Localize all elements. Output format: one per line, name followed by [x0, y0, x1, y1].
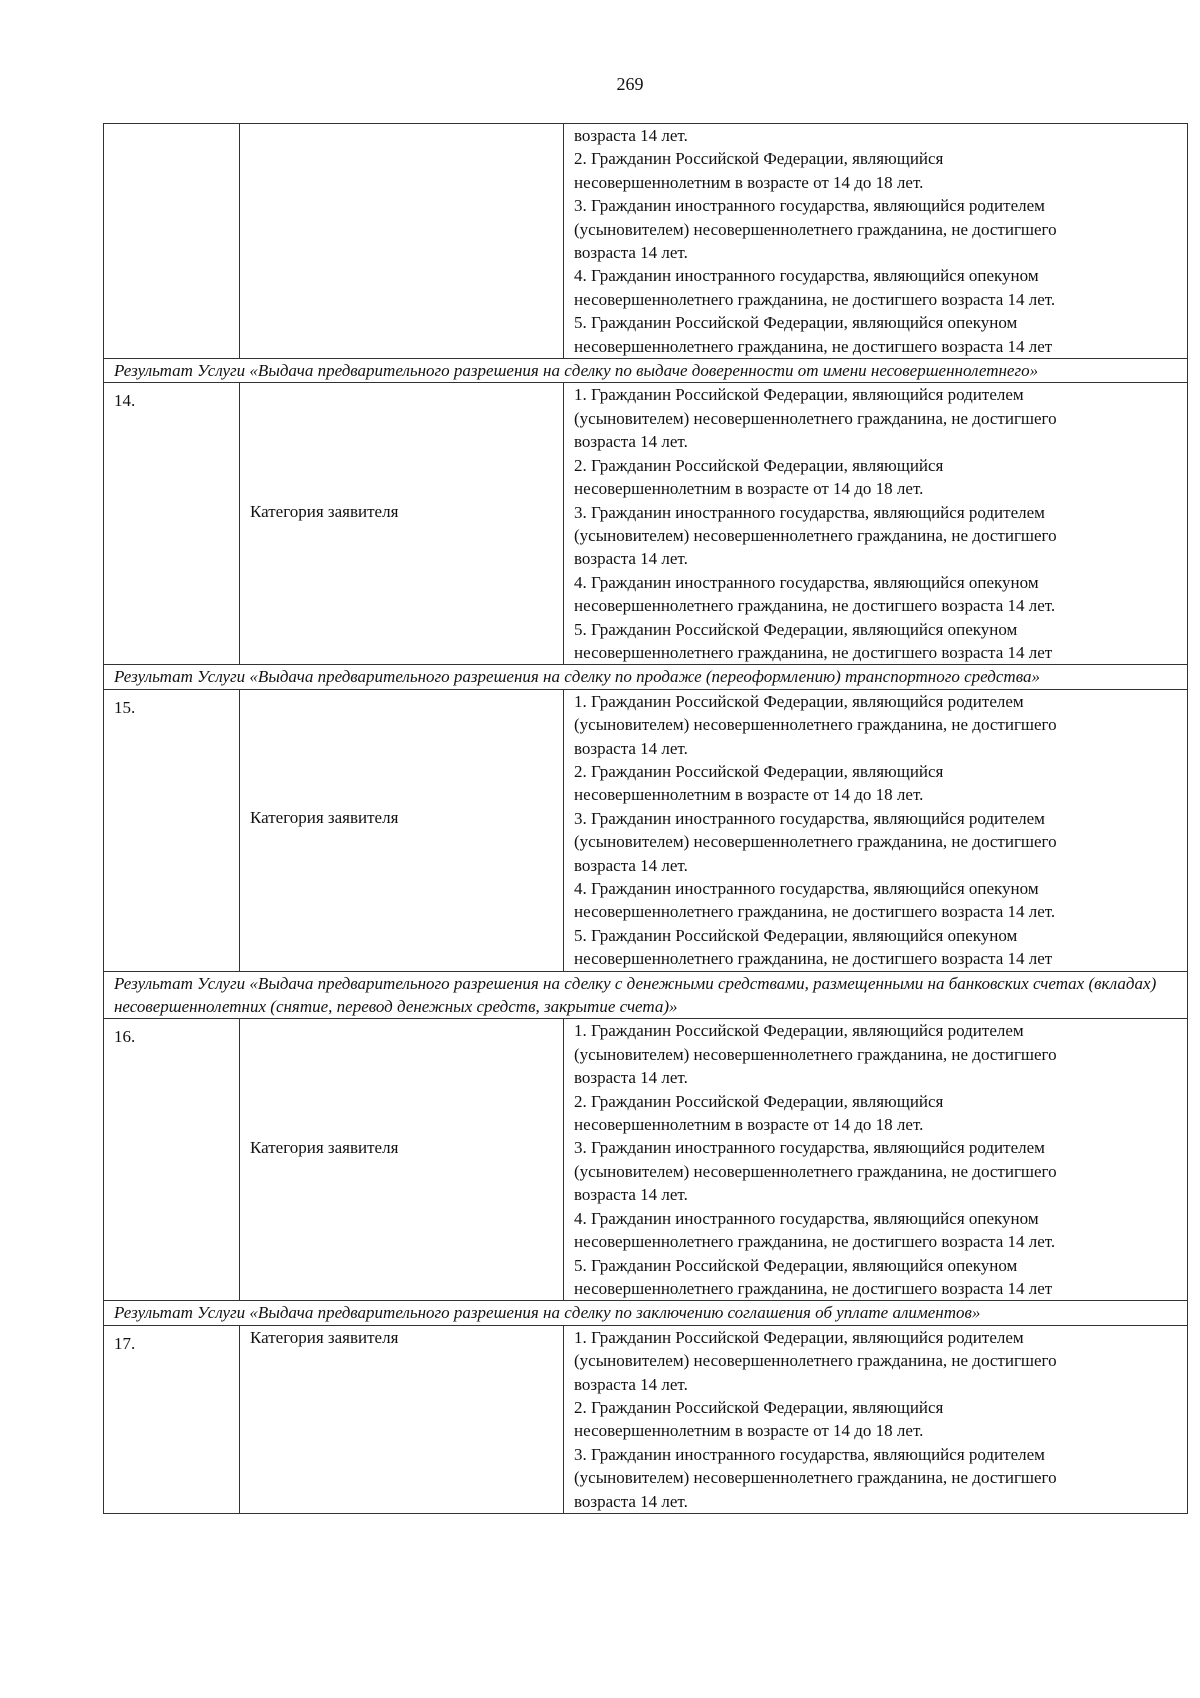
- applicant-category-table: [103, 123, 1188, 1514]
- row-label: Категория заявителя: [250, 502, 399, 522]
- applicant-list-line: возраста 14 лет.: [574, 738, 688, 758]
- number-cell: [104, 1325, 240, 1513]
- applicant-list-line: (усыновителем) несовершеннолетнего гражданина, не достигшего: [574, 408, 1057, 428]
- page-number: 269: [616, 74, 644, 94]
- applicant-list-line: возраста 14 лет.: [574, 1374, 688, 1394]
- applicant-list-line: 3. Гражданин иностранного государства, являющийся родителем: [574, 1138, 1045, 1158]
- table-row: [104, 1325, 1188, 1513]
- row-label: Категория заявителя: [250, 1138, 399, 1158]
- table-body: [104, 124, 1188, 1514]
- applicant-list-line: несовершеннолетним в возрасте от 14 до 18 лет.: [574, 172, 924, 192]
- applicant-list-line: (усыновителем) несовершеннолетнего гражданина, не достигшего: [574, 715, 1057, 735]
- applicant-list-cell: [564, 124, 1188, 359]
- applicant-list-line: несовершеннолетнего гражданина, не достигшего возраста 14 лет: [574, 642, 1053, 662]
- applicant-list-line: 1. Гражданин Российской Федерации, являющийся родителем: [574, 691, 1024, 711]
- applicant-list-line: возраста 14 лет.: [574, 1185, 688, 1205]
- result-row: [104, 359, 1188, 383]
- row-label: Категория заявителя: [250, 808, 399, 828]
- applicant-list-line: (усыновителем) несовершеннолетнего гражданина, не достигшего: [574, 1161, 1057, 1181]
- applicant-list-line: возраста 14 лет.: [574, 549, 688, 569]
- applicant-list-line: несовершеннолетним в возрасте от 14 до 18 лет.: [574, 785, 924, 805]
- label-cell: [240, 1325, 564, 1513]
- table-row: [104, 689, 1188, 971]
- applicant-list-line: несовершеннолетнего гражданина, не достигшего возраста 14 лет: [574, 336, 1053, 356]
- label-cell: [240, 383, 564, 665]
- applicant-list-line: (усыновителем) несовершеннолетнего гражданина, не достигшего: [574, 1044, 1057, 1064]
- applicant-list-line: (усыновителем) несовершеннолетнего гражданина, не достигшего: [574, 1468, 1057, 1488]
- applicant-list-line: 2. Гражданин Российской Федерации, являющийся: [574, 455, 944, 475]
- applicant-list-line: несовершеннолетнего гражданина, не достигшего возраста 14 лет.: [574, 596, 1056, 616]
- applicant-list-cell: [564, 1019, 1188, 1301]
- applicant-list-line: несовершеннолетним в возрасте от 14 до 18 лет.: [574, 1115, 924, 1135]
- applicant-list-line: 5. Гражданин Российской Федерации, являющийся опекуном: [574, 313, 1018, 333]
- table-row: [104, 1019, 1188, 1301]
- applicant-list-line: 2. Гражданин Российской Федерации, являющийся: [574, 1091, 944, 1111]
- service-result-heading: Результат Услуги «Выдача предварительного разрешения на сделку по выдаче доверенности от имени несовершеннолетнего»: [104, 359, 1188, 383]
- applicant-list-line: несовершеннолетнего гражданина, не достигшего возраста 14 лет: [574, 1278, 1053, 1298]
- applicant-list-line: несовершеннолетнего гражданина, не достигшего возраста 14 лет.: [574, 1232, 1056, 1252]
- applicant-list-line: 3. Гражданин иностранного государства, являющийся родителем: [574, 502, 1045, 522]
- number-cell: [104, 689, 240, 971]
- applicant-list-line: 1. Гражданин Российской Федерации, являющийся родителем: [574, 385, 1024, 405]
- applicant-list-line: возраста 14 лет.: [574, 1491, 688, 1511]
- applicant-list-line: возраста 14 лет.: [574, 126, 688, 145]
- applicant-list-line: 1. Гражданин Российской Федерации, являющийся родителем: [574, 1021, 1024, 1041]
- applicant-list-line: 4. Гражданин иностранного государства, являющийся опекуном: [574, 266, 1039, 286]
- applicant-list-line: 4. Гражданин иностранного государства, являющийся опекуном: [574, 572, 1039, 592]
- applicant-list-line: несовершеннолетнего гражданина, не достигшего возраста 14 лет: [574, 949, 1053, 969]
- applicant-list-line: 2. Гражданин Российской Федерации, являющийся: [574, 149, 944, 169]
- applicant-list-line: 2. Гражданин Российской Федерации, являющийся: [574, 1397, 944, 1417]
- table-row: [104, 124, 1188, 359]
- applicant-list-cell: [564, 1325, 1188, 1513]
- table-row: [104, 383, 1188, 665]
- number-cell: [104, 383, 240, 665]
- applicant-list-line: возраста 14 лет.: [574, 855, 688, 875]
- number-cell: [104, 124, 240, 359]
- applicant-list-line: несовершеннолетним в возрасте от 14 до 18 лет.: [574, 1421, 924, 1441]
- applicant-list-line: 4. Гражданин иностранного государства, являющийся опекуном: [574, 879, 1039, 898]
- applicant-list-line: (усыновителем) несовершеннолетнего гражданина, не достигшего: [574, 525, 1057, 545]
- row-number: 17.: [114, 1333, 136, 1353]
- applicant-list-line: возраста 14 лет.: [574, 243, 688, 263]
- applicant-list-line: возраста 14 лет.: [574, 1068, 688, 1088]
- label-cell: [240, 689, 564, 971]
- applicant-list-line: 3. Гражданин иностранного государства, являющийся родителем: [574, 196, 1045, 216]
- applicant-list-line: (усыновителем) несовершеннолетнего гражданина, не достигшего: [574, 1351, 1057, 1371]
- label-cell: [240, 1019, 564, 1301]
- result-row: [104, 1301, 1188, 1325]
- applicant-list-cell: [564, 383, 1188, 665]
- applicant-list-line: несовершеннолетнего гражданина, не достигшего возраста 14 лет.: [574, 902, 1056, 922]
- applicant-list-line: (усыновителем) несовершеннолетнего гражданина, не достигшего: [574, 832, 1057, 852]
- service-result-heading: Результат Услуги «Выдача предварительного разрешения на сделку с денежными средствами, размещенными на банковских счетах (вкладах) несовершеннолетних (снятие, перевод денежных средств, закрытие счета)»: [104, 971, 1188, 1019]
- row-number: 14.: [114, 391, 136, 411]
- applicant-list-line: 1. Гражданин Российской Федерации, являющийся родителем: [574, 1327, 1024, 1347]
- applicant-list-cell: [564, 689, 1188, 971]
- applicant-list-line: 2. Гражданин Российской Федерации, являющийся: [574, 761, 944, 781]
- number-cell: [104, 1019, 240, 1301]
- applicant-list-line: 5. Гражданин Российской Федерации, являющийся опекуном: [574, 925, 1018, 945]
- applicant-list-line: несовершеннолетним в возрасте от 14 до 18 лет.: [574, 479, 924, 499]
- service-result-heading: Результат Услуги «Выдача предварительного разрешения на сделку по продаже (переоформлению) транспортного средства»: [104, 665, 1188, 689]
- result-row: [104, 665, 1188, 689]
- applicant-list-line: 4. Гражданин иностранного государства, являющийся опекуном: [574, 1208, 1039, 1228]
- row-number: 16.: [114, 1027, 136, 1047]
- row-number: 15.: [114, 697, 136, 717]
- service-result-heading: Результат Услуги «Выдача предварительного разрешения на сделку по заключению соглашения об уплате алиментов»: [104, 1301, 1188, 1325]
- applicant-list-line: 3. Гражданин иностранного государства, являющийся родителем: [574, 808, 1045, 828]
- result-row: [104, 971, 1188, 1019]
- applicant-list-line: 5. Гражданин Российской Федерации, являющийся опекуном: [574, 1255, 1018, 1275]
- applicant-list-line: возраста 14 лет.: [574, 432, 688, 452]
- applicant-list-line: (усыновителем) несовершеннолетнего гражданина, не достигшего: [574, 219, 1057, 239]
- label-cell: [240, 124, 564, 359]
- applicant-list-line: несовершеннолетнего гражданина, не достигшего возраста 14 лет.: [574, 289, 1056, 309]
- applicant-list-line: 5. Гражданин Российской Федерации, являющийся опекуном: [574, 619, 1018, 639]
- row-label: Категория заявителя: [250, 1327, 399, 1347]
- applicant-list-line: 3. Гражданин иностранного государства, являющийся родителем: [574, 1444, 1045, 1464]
